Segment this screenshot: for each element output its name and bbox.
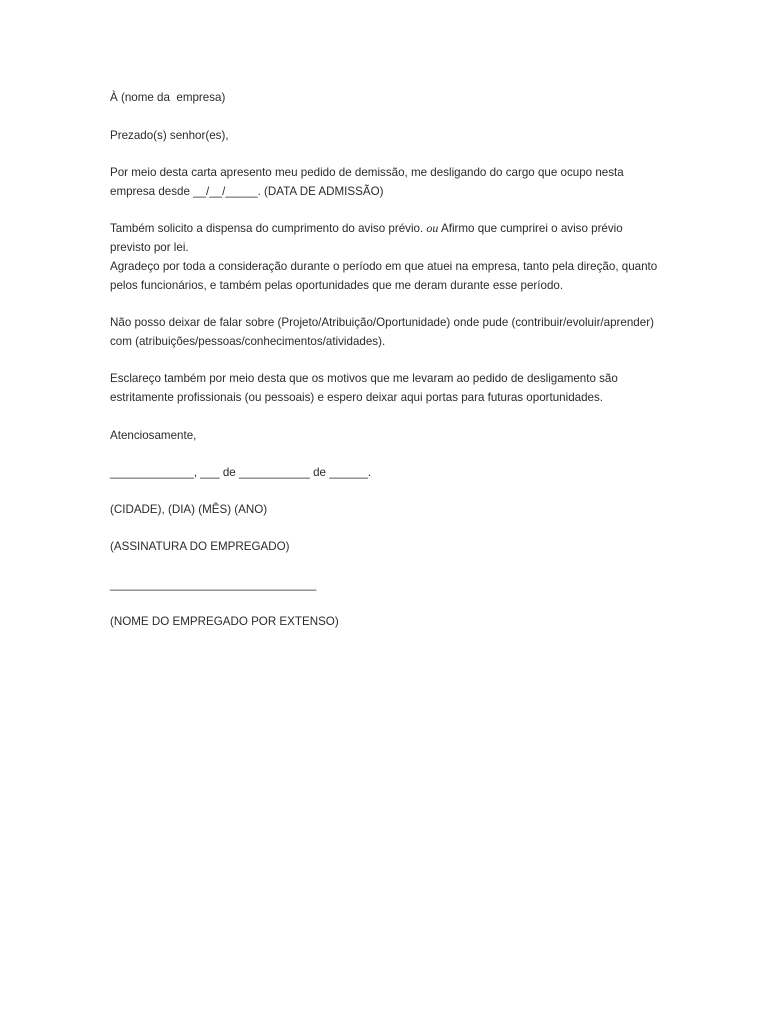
paragraph-3-line-1: Não posso deixar de falar sobre (Projeto/Atribuição/Oportunidade) onde pude (contribuir/evoluir/aprender) xyxy=(110,316,654,329)
paragraph-1-line-1: Por meio desta carta apresento meu pedido de demissão, me desligando do cargo que ocupo nesta xyxy=(110,166,624,179)
salutation-line: Prezado(s) senhor(es), xyxy=(110,129,229,142)
paragraph-2-line-1-text-a: Também solicito a dispensa do cumprimento do aviso prévio. xyxy=(110,222,427,235)
date-hint-line: (CIDADE), (DIA) (MÊS) (ANO) xyxy=(110,503,268,516)
paragraph-2-line-1 xyxy=(110,219,623,238)
paragraph-2-line-3: Agradeço por toda a consideração durante o período em que atuei na empresa, tanto pela direção, quanto xyxy=(110,260,658,273)
closing-line: Atenciosamente, xyxy=(110,429,197,442)
recipient-line: À (nome da empresa) xyxy=(110,91,226,104)
paragraph-4-line-2: estritamente profissionais (ou pessoais) e espero deixar aqui portas para futuras oportunidades. xyxy=(110,391,604,404)
employee-name-label: (NOME DO EMPREGADO POR EXTENSO) xyxy=(110,615,339,628)
paragraph-4-line-1: Esclareço também por meio desta que os motivos que me levaram ao pedido de desligamento são xyxy=(110,372,618,385)
signature-blank-line: ________________________________ xyxy=(110,578,317,591)
paragraph-2-line-2: previsto por lei. xyxy=(110,241,189,254)
paragraph-2-line-4: pelos funcionários, e também pelas oportunidades que me deram durante esse período. xyxy=(110,279,564,292)
paragraph-1-line-2: empresa desde __/__/_____. (DATA DE ADMISSÃO) xyxy=(110,185,384,198)
or-word: ou xyxy=(426,221,439,235)
paragraph-2-line-1-text-b: Afirmo que cumprirei o aviso prévio xyxy=(438,222,623,235)
signature-label: (ASSINATURA DO EMPREGADO) xyxy=(110,540,290,553)
paragraph-3-line-2: com (atribuições/pessoas/conhecimentos/atividades). xyxy=(110,335,386,348)
date-blank-line: _____________, ___ de ___________ de ______. xyxy=(110,466,372,479)
